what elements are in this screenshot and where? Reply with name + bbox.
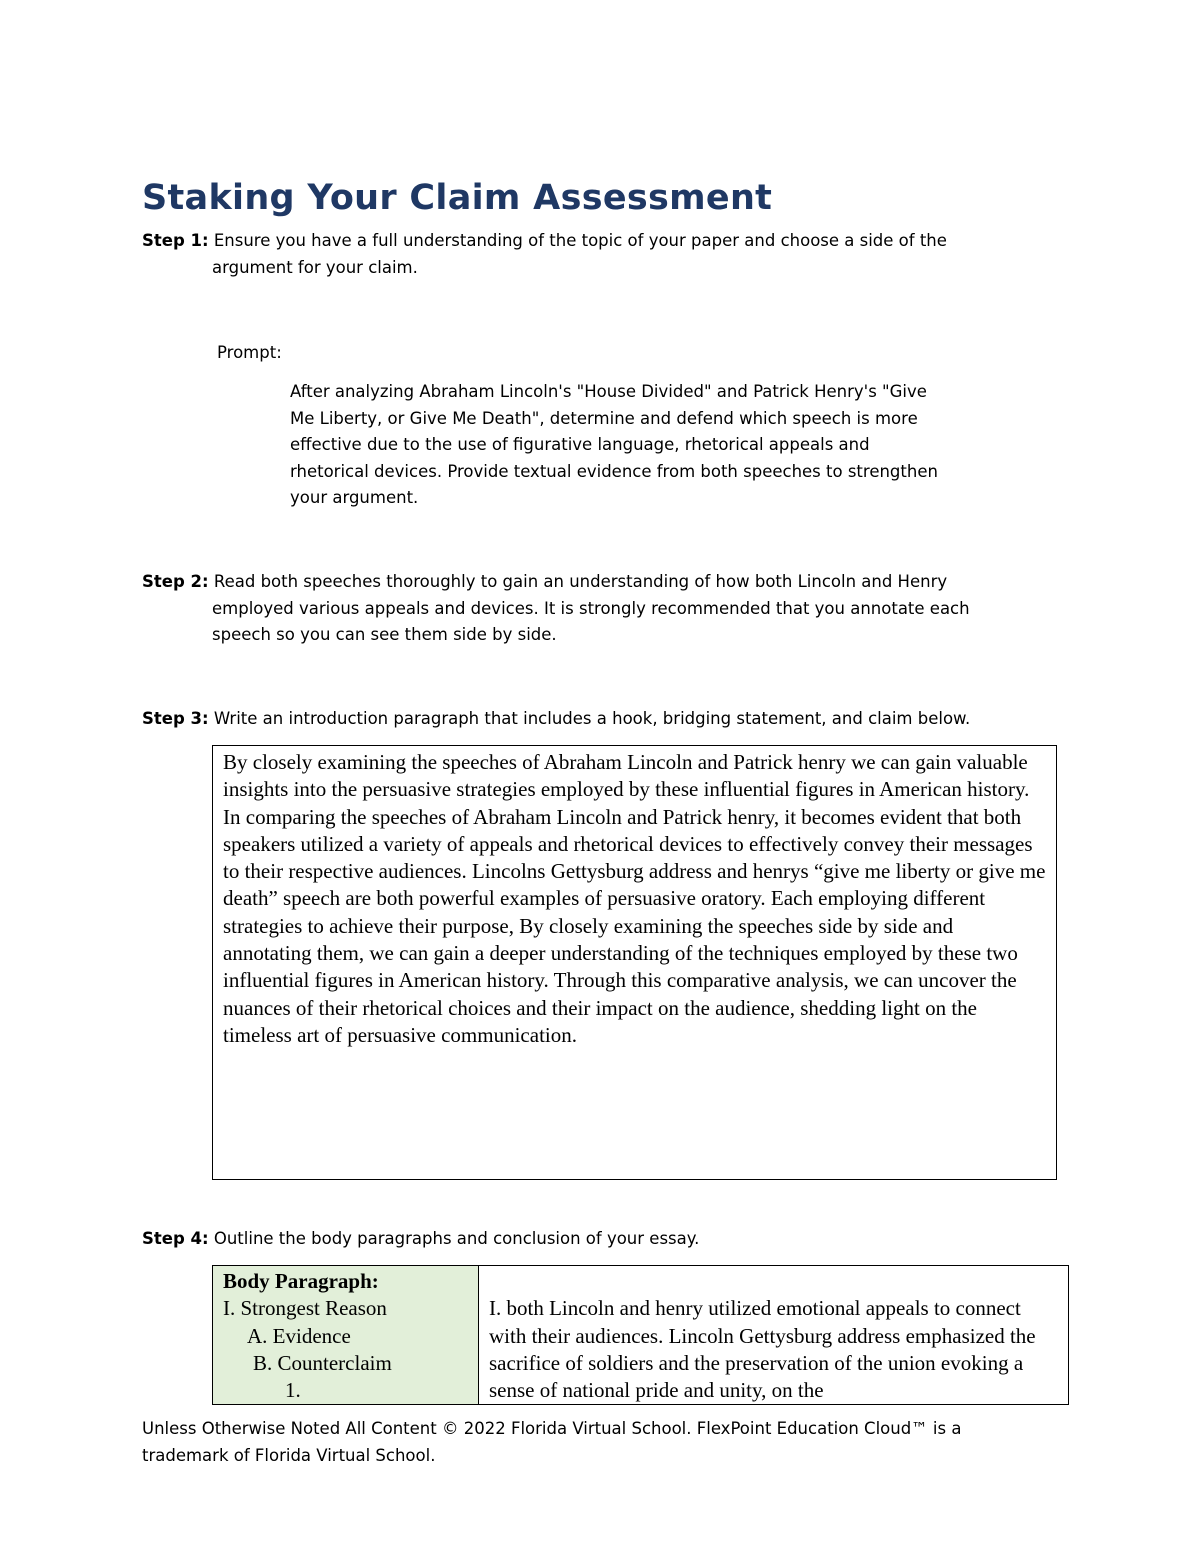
step-4-label: Step 4: [142,1229,209,1248]
step-2-label: Step 2: [142,572,209,591]
outline-item-sub: 1. [285,1378,301,1403]
step-2-text-line-2: employed various appeals and devices. It is strongly recommended that you annotate each [212,598,970,618]
introduction-paragraph-2: In comparing the speeches of Abraham Lincoln and Patrick henry, it becomes evident that both speakers utilized a variety of appeals and rhetorical devices to effectively convey their messages to their respective audiences. Lincolns Gettysburg address and henrys “give me liberty or give me death” speech are both powerful examples of persuasive oratory. Each employing different strategies to achieve their purpose, By closely examining the speeches side by side and annotating them, we can gain a deeper understanding of the techniques employed by these two influential figures in American history. Through this comparative analysis, we can uncover the nuances of their rhetorical choices and their impact on the audience, shedding light on the timeless art of persuasive communication. [223,804,1046,1047]
step-3 [142,706,1022,733]
footer-line-2: trademark of Florida Virtual School. [142,1446,436,1465]
step-1 [142,228,1022,281]
step-2 [142,569,1022,649]
table-row [213,1266,1069,1405]
step-1-label: Step 1: [142,231,209,250]
outline-heading: Body Paragraph: [223,1269,379,1293]
prompt-text: After analyzing Abraham Lincoln's "House Divided" and Patrick Henry's "Give Me Liberty, or Give Me Death", determine and defend which speech is more effective due to the use of figurative language, rhetorical appeals and rhetorical devices. Provide textual evidence from both speeches to strengthen your argument. [290,382,938,507]
step-1-text: Ensure you have a full understanding of the topic of your paper and choose a side of the [213,231,947,250]
outline-response-cell[interactable] [479,1266,1069,1405]
outline-table [212,1265,1069,1405]
outline-item-reason: I. Strongest Reason [223,1296,387,1321]
outline-label-cell [213,1266,479,1405]
introduction-answer-box[interactable] [212,745,1057,1180]
step-3-text: Write an introduction paragraph that includes a hook, bridging statement, and claim below. [213,709,971,728]
step-1-text-continued: argument for your claim. [212,257,418,277]
step-2-text-line-3: speech so you can see them side by side. [212,625,557,644]
prompt-label: Prompt: [217,343,282,362]
footer [142,1415,1042,1469]
page-title: Staking Your Claim Assessment [142,178,773,218]
step-4 [142,1226,1022,1253]
step-3-label: Step 3: [142,709,209,728]
step-2-text: Read both speeches thoroughly to gain an understanding of how both Lincoln and Henry [213,572,948,591]
outline-item-counterclaim: B. Counterclaim [253,1350,392,1375]
step-4-text: Outline the body paragraphs and conclusion of your essay. [213,1229,700,1248]
outline-response-text: I. both Lincoln and henry utilized emotional appeals to connect with their audiences. Lincoln Gettysburg address emphasized the sacrifice of soldiers and the preservation of the union evoking a sense of national pride and unity, on the [489,1296,1036,1403]
outline-item-evidence: A. Evidence [247,1323,351,1348]
footer-line-1: Unless Otherwise Noted All Content © 2022 Florida Virtual School. FlexPoint Education Cloud™ is a [142,1419,962,1438]
introduction-paragraph-1: By closely examining the speeches of Abraham Lincoln and Patrick henry we can gain valuable insights into the persuasive strategies employed by these influential figures in American history. [223,750,1030,802]
